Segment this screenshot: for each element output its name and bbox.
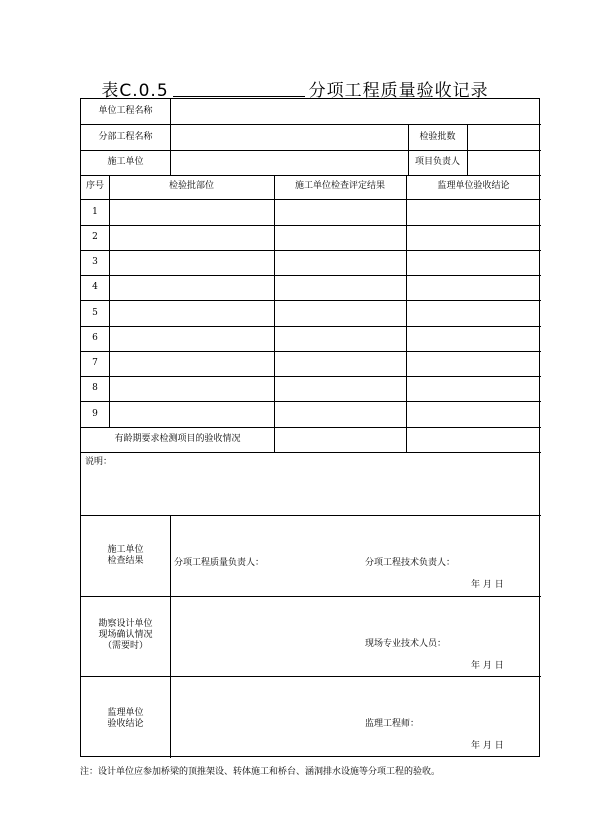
- inspection-batch-count-label: 检验批数: [419, 132, 456, 142]
- supervision-date: 年 月 日: [471, 741, 504, 751]
- tech-manager-label: 分项工程技术负责人：: [365, 558, 456, 568]
- survey-design-label: 勘察设计单位 现场确认情况 （需要时）: [98, 619, 153, 651]
- grid-line: [81, 515, 541, 516]
- row-number: 4: [92, 282, 98, 292]
- grid-line: [81, 376, 541, 377]
- grid-line: [81, 250, 541, 251]
- row-number: 5: [92, 308, 98, 318]
- col-supervision-conclusion-header: 监理单位验收结论: [437, 181, 510, 191]
- onsite-tech-label: 现场专业技术人员：: [365, 639, 447, 649]
- grid-line: [406, 175, 407, 452]
- construction-unit-label: 施工单位: [107, 157, 144, 167]
- title-suffix: 分项工程质量验收记录: [308, 81, 489, 101]
- grid-line: [467, 124, 468, 175]
- age-requirement-label: 有龄期要求检测项目的验收情况: [114, 434, 241, 444]
- row-number: 8: [92, 383, 98, 393]
- unit-project-name-label: 单位工程名称: [98, 106, 153, 116]
- construction-check-label: 施工单位 检查结果: [107, 545, 144, 566]
- footnote: 注：设计单位应参加桥梁的顶推架设、转体施工和桥台、涵洞排水设施等分项工程的验收。: [80, 767, 441, 777]
- grid-line: [81, 401, 541, 402]
- supervision-conclusion-label: 监理单位 验收结论: [107, 708, 144, 729]
- quality-manager-label: 分项工程质量负责人：: [174, 558, 265, 568]
- col-seq-header: 序号: [85, 181, 104, 191]
- grid-line: [81, 351, 541, 352]
- project-manager-label: 项目负责人: [414, 157, 460, 167]
- sub-project-name-label: 分部工程名称: [98, 132, 153, 142]
- col-construction-result-header: 施工单位检查评定结果: [294, 181, 385, 191]
- grid-line: [109, 175, 110, 427]
- survey-design-date: 年 月 日: [471, 661, 504, 671]
- grid-line: [81, 326, 541, 327]
- grid-line: [81, 275, 541, 276]
- grid-line: [81, 225, 541, 226]
- grid-line: [81, 427, 541, 428]
- grid-line: [81, 452, 541, 453]
- grid-line: [81, 596, 541, 597]
- row-number: 3: [92, 257, 98, 267]
- title-blank-underline: [173, 82, 305, 97]
- remarks-label: 说明：: [85, 457, 113, 467]
- acceptance-form-table: [80, 98, 540, 757]
- grid-line: [274, 175, 275, 452]
- grid-line: [170, 515, 171, 758]
- grid-line: [170, 99, 171, 175]
- row-number: 6: [92, 333, 98, 343]
- grid-line: [81, 199, 541, 200]
- grid-line: [81, 150, 541, 151]
- grid-line: [81, 676, 541, 677]
- supervision-engineer-label: 监理工程师：: [365, 719, 420, 729]
- row-number: 9: [92, 409, 98, 419]
- grid-line: [81, 300, 541, 301]
- construction-date: 年 月 日: [471, 580, 504, 590]
- grid-line: [81, 124, 541, 125]
- grid-line: [81, 175, 541, 176]
- row-number: 1: [92, 207, 98, 217]
- row-number: 7: [92, 358, 98, 368]
- title-prefix: 表C.0.5: [101, 81, 169, 101]
- col-batch-location-header: 检验批部位: [168, 181, 214, 191]
- row-number: 2: [92, 232, 98, 242]
